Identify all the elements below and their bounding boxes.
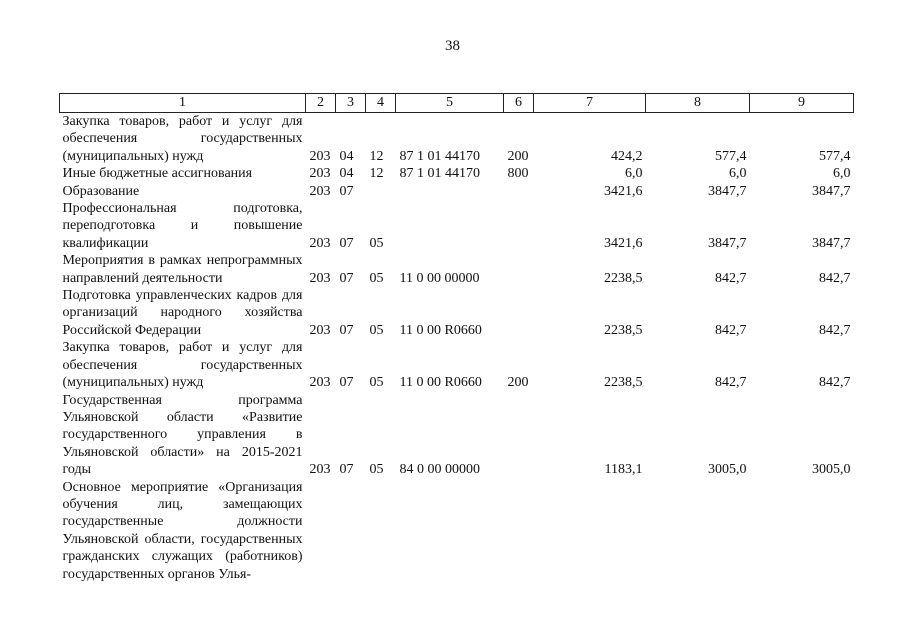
section-code-cell: 07 bbox=[339, 270, 354, 286]
table-row bbox=[60, 165, 854, 182]
amount-cell: 2238,5 bbox=[604, 322, 643, 338]
row-name-cell: Иные бюджетные ассигнования bbox=[62, 166, 253, 182]
row-name-cell: Профессиональная подготовка, переподготовка и повышение квалификации bbox=[62, 201, 303, 251]
target-article-cell bbox=[396, 479, 504, 583]
ministry-code-cell: 203 bbox=[309, 148, 331, 164]
amount-cell: 3847,7 bbox=[708, 183, 747, 199]
target-article-cell: 11 0 00 R0660 bbox=[399, 322, 482, 338]
subsection-code-cell: 05 bbox=[369, 322, 384, 338]
table-row bbox=[60, 479, 854, 583]
expense-kind-cell bbox=[504, 252, 534, 287]
amount-cell: 3847,7 bbox=[812, 235, 851, 251]
section-code-cell: 07 bbox=[339, 462, 354, 478]
table-row bbox=[60, 339, 854, 391]
budget-table bbox=[59, 93, 854, 583]
expense-kind-cell bbox=[504, 183, 534, 200]
subsection-code-cell: 05 bbox=[369, 462, 384, 478]
target-article-cell: 11 0 00 00000 bbox=[399, 270, 480, 286]
subsection-code-cell: 12 bbox=[369, 166, 384, 182]
amount-cell: 6,0 bbox=[833, 166, 851, 182]
expense-kind-cell bbox=[504, 200, 534, 252]
expense-kind-cell: 800 bbox=[507, 166, 529, 182]
expense-kind-cell: 200 bbox=[507, 375, 529, 391]
target-article-cell bbox=[396, 183, 504, 200]
amount-cell bbox=[750, 479, 854, 583]
amount-cell: 577,4 bbox=[715, 148, 747, 164]
table-row bbox=[60, 252, 854, 287]
column-header: 8 bbox=[646, 94, 750, 113]
amount-cell: 3421,6 bbox=[604, 183, 643, 199]
row-name-cell: Подготовка управленческих кадров для организаций народного хозяйства Российской Федерации bbox=[62, 288, 303, 338]
section-code-cell: 07 bbox=[339, 183, 354, 199]
ministry-code-cell: 203 bbox=[309, 235, 331, 251]
target-article-cell bbox=[396, 200, 504, 252]
expense-kind-cell bbox=[504, 392, 534, 479]
ministry-code-cell: 203 bbox=[309, 375, 331, 391]
table-row bbox=[60, 287, 854, 339]
ministry-code-cell: 203 bbox=[309, 166, 331, 182]
section-code-cell: 07 bbox=[339, 375, 354, 391]
section-code-cell: 04 bbox=[339, 166, 354, 182]
ministry-code-cell: 203 bbox=[309, 462, 331, 478]
table-row bbox=[60, 392, 854, 479]
subsection-code-cell: 12 bbox=[369, 148, 384, 164]
amount-cell: 842,7 bbox=[715, 270, 747, 286]
amount-cell: 1183,1 bbox=[604, 462, 643, 478]
amount-cell: 2238,5 bbox=[604, 270, 643, 286]
amount-cell: 6,0 bbox=[729, 166, 747, 182]
subsection-code-cell bbox=[366, 183, 396, 200]
column-header: 2 bbox=[306, 94, 336, 113]
amount-cell bbox=[534, 479, 646, 583]
row-name-cell: Мероприятия в рамках непрограммных направлений деятельности bbox=[62, 253, 303, 286]
subsection-code-cell: 05 bbox=[369, 375, 384, 391]
column-header: 6 bbox=[504, 94, 534, 113]
table-row bbox=[60, 200, 854, 252]
row-name-cell: Государственная программа Ульяновской области «Развитие государственного управления в Ульяновской области» на 2015-2021 годы bbox=[62, 392, 303, 478]
page-number: 38 bbox=[445, 38, 460, 54]
amount-cell: 842,7 bbox=[819, 322, 851, 338]
amount-cell: 3421,6 bbox=[604, 235, 643, 251]
table-body bbox=[60, 113, 854, 583]
ministry-code-cell: 203 bbox=[309, 270, 331, 286]
subsection-code-cell: 05 bbox=[369, 235, 384, 251]
row-name-cell: Образование bbox=[62, 183, 140, 199]
target-article-cell: 84 0 00 00000 bbox=[399, 462, 480, 478]
ministry-code-cell bbox=[306, 479, 336, 583]
amount-cell: 577,4 bbox=[819, 148, 851, 164]
amount-cell: 6,0 bbox=[625, 166, 643, 182]
expense-kind-cell: 200 bbox=[507, 148, 529, 164]
target-article-cell: 11 0 00 R0660 bbox=[399, 375, 482, 391]
target-article-cell: 87 1 01 44170 bbox=[399, 148, 480, 164]
section-code-cell: 04 bbox=[339, 148, 354, 164]
amount-cell: 3847,7 bbox=[812, 183, 851, 199]
row-name-cell: Основное мероприятие «Организация обучения лиц, замещающих государственные должности Ульяновской области, государственных гражданских служащих (работников) государственных органов Улья- bbox=[62, 479, 303, 582]
column-header: 9 bbox=[750, 94, 854, 113]
expense-kind-cell bbox=[504, 479, 534, 583]
amount-cell: 424,2 bbox=[611, 148, 643, 164]
amount-cell: 842,7 bbox=[819, 270, 851, 286]
section-code-cell bbox=[336, 479, 366, 583]
row-name-cell: Закупка товаров, работ и услуг для обеспечения государственных (муниципальных) нужд bbox=[62, 114, 303, 164]
ministry-code-cell: 203 bbox=[309, 183, 331, 199]
column-header: 7 bbox=[534, 94, 646, 113]
column-header: 3 bbox=[336, 94, 366, 113]
table-row bbox=[60, 183, 854, 200]
amount-cell bbox=[646, 479, 750, 583]
column-header: 5 bbox=[396, 94, 504, 113]
ministry-code-cell: 203 bbox=[309, 322, 331, 338]
table-row bbox=[60, 113, 854, 166]
subsection-code-cell bbox=[366, 479, 396, 583]
row-name-cell: Закупка товаров, работ и услуг для обеспечения государственных (муниципальных) нужд bbox=[62, 340, 303, 391]
amount-cell: 3005,0 bbox=[708, 462, 747, 478]
amount-cell: 842,7 bbox=[715, 375, 747, 391]
expense-kind-cell bbox=[504, 287, 534, 339]
amount-cell: 842,7 bbox=[715, 322, 747, 338]
amount-cell: 3847,7 bbox=[708, 235, 747, 251]
target-article-cell: 87 1 01 44170 bbox=[399, 166, 480, 182]
amount-cell: 3005,0 bbox=[812, 462, 851, 478]
section-code-cell: 07 bbox=[339, 322, 354, 338]
column-header: 4 bbox=[366, 94, 396, 113]
table-header-row bbox=[60, 94, 854, 113]
subsection-code-cell: 05 bbox=[369, 270, 384, 286]
amount-cell: 842,7 bbox=[819, 375, 851, 391]
section-code-cell: 07 bbox=[339, 235, 354, 251]
column-header: 1 bbox=[60, 94, 306, 113]
amount-cell: 2238,5 bbox=[604, 375, 643, 391]
